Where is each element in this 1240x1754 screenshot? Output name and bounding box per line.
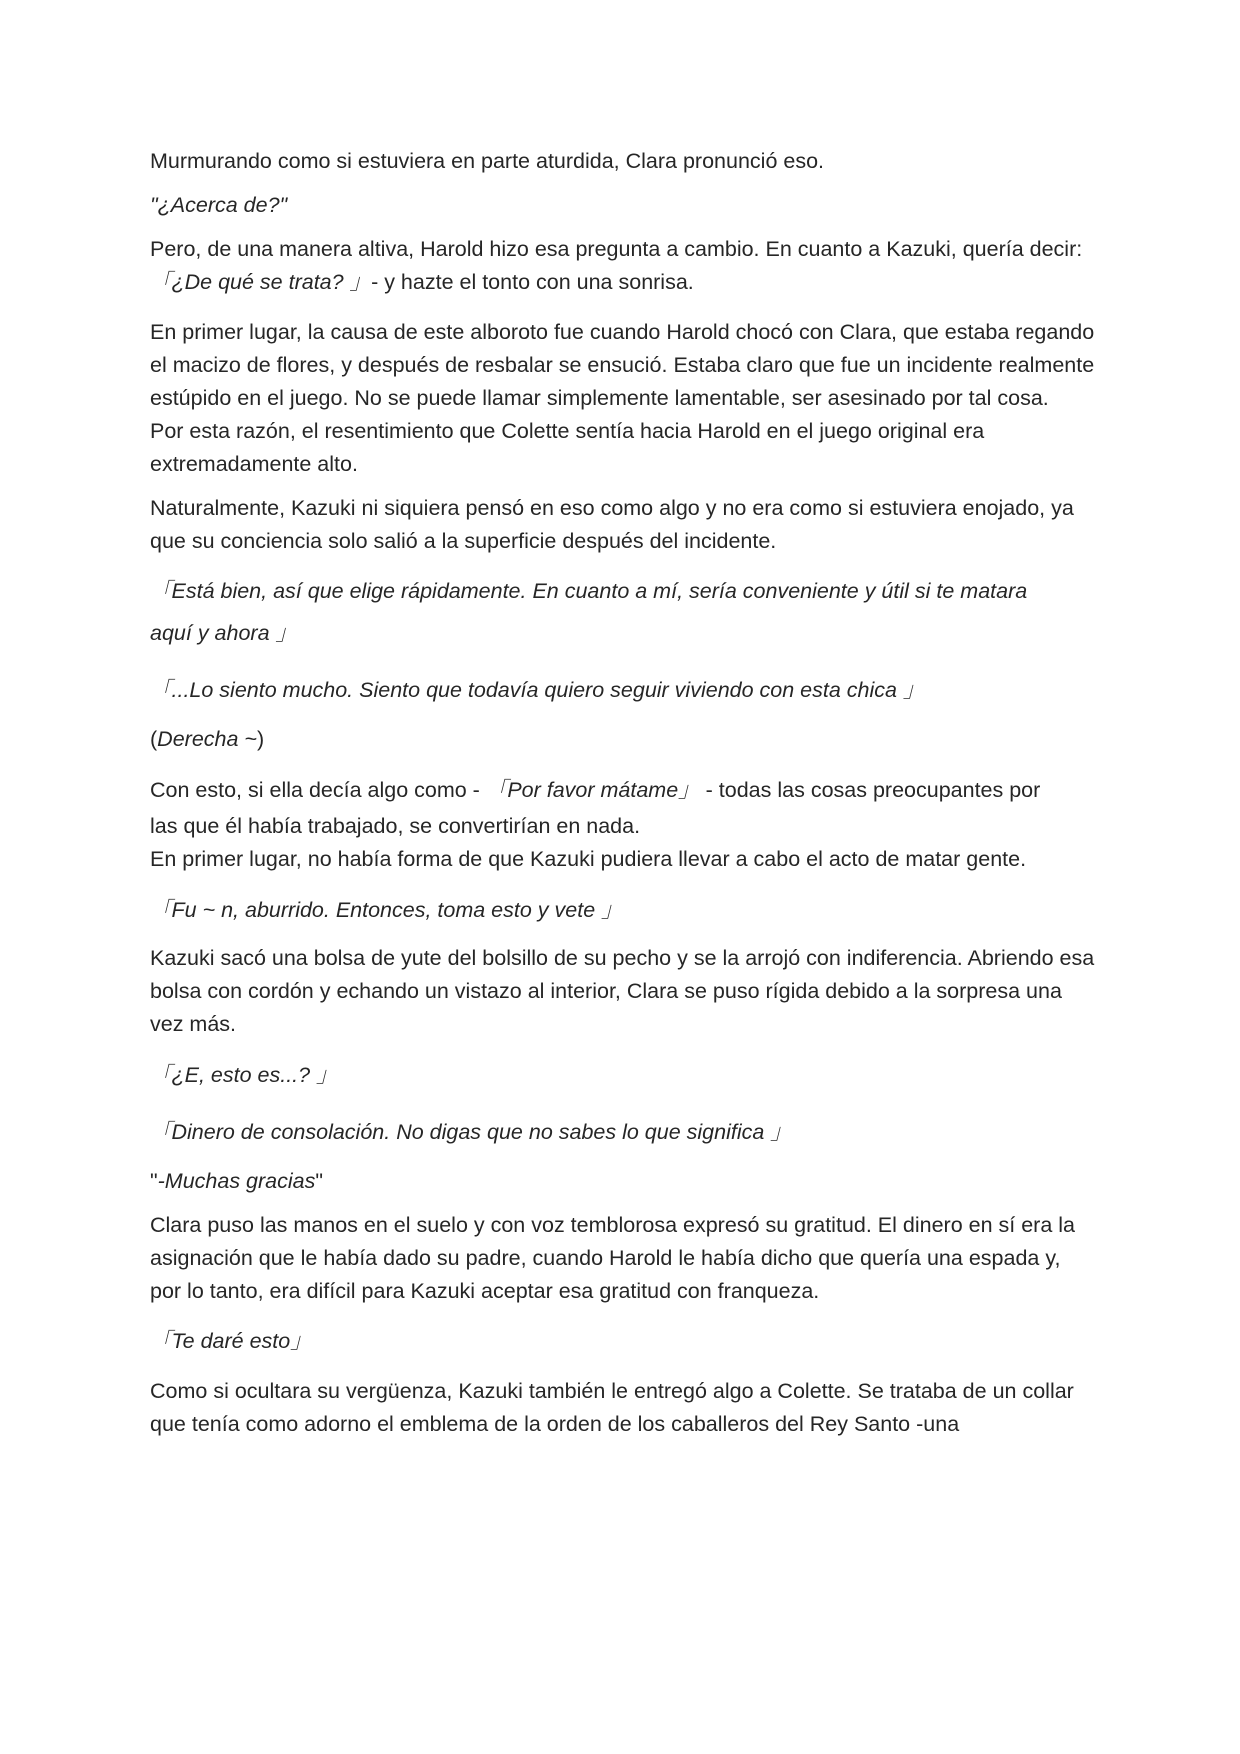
- quote-open: ": [150, 1169, 158, 1193]
- quote-close: ": [315, 1169, 324, 1193]
- dialogue-line: 「...Lo siento mucho. Siento que todavía quiero seguir viviendo con esta chica 」: [150, 678, 925, 702]
- dialogue-line: 「Fu ~ n, aburrido. Entonces, toma esto y vete 」: [150, 898, 623, 922]
- dialogue-line: [150, 1165, 1096, 1198]
- interjection: Derecha ~: [157, 727, 257, 751]
- paragraph: En primer lugar, no había forma de que Kazuki pudiera llevar a cabo el acto de matar gente.: [150, 847, 1027, 871]
- dialogue-line: 「Está bien, así que elige rápidamente. En cuanto a mí, sería conveniente y útil si te matara: [150, 579, 1028, 603]
- quoted-speech: 「¿De qué se trata? 」: [150, 270, 372, 294]
- paragraph-text: - y hazte el tonto con una sonrisa.: [371, 270, 694, 294]
- dialogue-line: 「Te daré esto」: [150, 1329, 312, 1353]
- paragraph: [150, 723, 1096, 756]
- paragraph: Por esta razón, el resentimiento que Colette sentía hacia Harold en el juego original era extremadamente alto.: [150, 419, 985, 476]
- dialogue-line: aquí y ahora 」: [150, 621, 298, 645]
- paragraph-text: Con esto, si ella decía algo como -: [150, 778, 486, 802]
- paragraph: Como si ocultara su vergüenza, Kazuki también le entregó algo a Colette. Se trataba de un collar que tenía como adorno el emblema de la orden de los caballeros del Rey Santo -una: [150, 1379, 1074, 1436]
- paragraph: [150, 774, 1096, 807]
- dialogue-line: "¿Acerca de?": [150, 193, 288, 217]
- paragraph: Murmurando como si estuviera en parte aturdida, Clara pronunció eso.: [150, 149, 825, 173]
- paren-open: (: [150, 727, 158, 751]
- dialogue-line: 「¿E, esto es...? 」: [150, 1063, 338, 1087]
- paragraph-text: Pero, de una manera altiva, Harold hizo esa pregunta a cambio. En cuanto a Kazuki, quería decir:: [150, 237, 1083, 261]
- paragraph: Naturalmente, Kazuki ni siquiera pensó en eso como algo y no era como si estuviera enojado, ya que su conciencia solo salió a la superficie después del incidente.: [150, 496, 1074, 553]
- paragraph-text: - todas las cosas preocupantes por: [699, 778, 1041, 802]
- paragraph: [150, 233, 1096, 299]
- paragraph: las que él había trabajado, se convertirían en nada.: [150, 814, 641, 838]
- paren-close: ): [256, 727, 265, 751]
- dialogue-line: 「Dinero de consolación. No digas que no sabes lo que significa 」: [150, 1120, 792, 1144]
- document-page: [150, 145, 1096, 1441]
- quoted-speech: -Muchas gracias: [157, 1169, 316, 1193]
- paragraph: Kazuki sacó una bolsa de yute del bolsillo de su pecho y se la arrojó con indiferencia. Abriendo esa bolsa con cordón y echando un vistazo al interior, Clara se puso rígida debido a la sorpresa una vez más.: [150, 946, 1095, 1036]
- paragraph: En primer lugar, la causa de este alboroto fue cuando Harold chocó con Clara, que estaba regando el macizo de flores, y después de resbalar se ensució. Estaba claro que fue un incidente realmente estúpido en el juego. No se puede llamar simplemente lamentable, ser asesinado por tal cosa.: [150, 320, 1095, 410]
- quoted-speech: 「Por favor mátame」: [485, 778, 700, 802]
- paragraph: Clara puso las manos en el suelo y con voz temblorosa expresó su gratitud. El dinero en sí era la asignación que le había dado su padre, cuando Harold le había dicho que quería una espada y, por lo tanto, era difícil para Kazuki aceptar esa gratitud con franqueza.: [150, 1213, 1075, 1303]
